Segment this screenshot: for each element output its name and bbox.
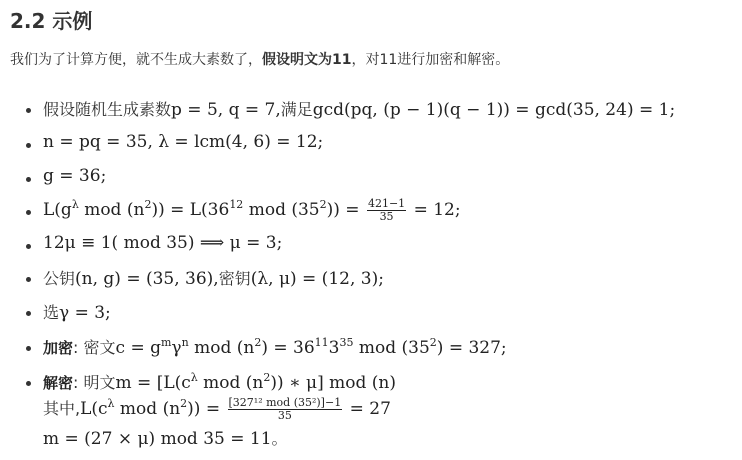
math-segment: ) = 327; <box>436 338 507 358</box>
superscript: m <box>160 336 172 349</box>
superscript: 11 <box>314 336 329 349</box>
decrypt-line-3 <box>43 426 288 449</box>
list-item-content <box>43 233 282 253</box>
math-segment: 3 <box>328 338 340 358</box>
bullet-dot <box>26 277 31 282</box>
superscript: 2 <box>144 198 152 211</box>
list-item-content <box>43 166 106 186</box>
text-segment: 。 <box>271 429 288 448</box>
bullet-dot <box>26 381 31 386</box>
bullet-dot <box>26 346 31 351</box>
math-segment: γ = 3; <box>59 303 111 323</box>
text-segment: : <box>73 373 84 392</box>
superscript: 2 <box>319 198 327 211</box>
bullet-dot <box>26 108 31 113</box>
math-segment: )) ∗ μ] mod (n) <box>270 373 396 393</box>
text-segment: 其中, <box>43 399 81 418</box>
superscript: λ <box>71 198 79 211</box>
superscript: λ <box>107 397 115 410</box>
math-segment: m = [L(c <box>115 373 191 393</box>
fraction-numerator: [327¹² mod (35²)]−1 <box>228 396 342 409</box>
math-segment: (n, g) = (35, 36), <box>75 269 219 289</box>
math-segment: mod (35 <box>353 338 430 358</box>
math-segment: )) = L(36 <box>151 200 230 220</box>
superscript: 2 <box>254 336 262 349</box>
math-segment: )) = <box>326 200 360 220</box>
fraction <box>228 397 343 422</box>
math-segment: gcd(pq, (p − 1)(q − 1)) = gcd(35, 24) = 1; <box>312 100 676 120</box>
text-segment: : <box>73 338 84 357</box>
text-segment: 公钥 <box>43 269 76 288</box>
math-segment: )) = <box>187 399 221 419</box>
superscript: 2 <box>180 397 188 410</box>
math-segment: m = (27 × μ) mod 35 = 11 <box>43 429 272 449</box>
bullet-dot <box>26 311 31 316</box>
superscript: 2 <box>263 371 271 384</box>
text-segment: 选 <box>43 303 60 322</box>
decrypt-line-2 <box>43 396 391 422</box>
intro-bold-text: 假设明文为11 <box>262 52 352 68</box>
list-item-content <box>43 266 384 289</box>
math-segment: = 27 <box>349 399 391 419</box>
math-segment: mod (n <box>114 399 181 419</box>
math-segment: 12μ ≡ 1( mod 35) ⟹ μ = 3; <box>43 233 283 253</box>
math-segment: (λ, μ) = (12, 3); <box>250 269 384 289</box>
intro-text-after: ，对11进行加密和解密。 <box>351 52 510 68</box>
decrypt-line-1 <box>43 370 396 393</box>
math-segment: L(g <box>43 200 72 220</box>
text-segment: 假设随机生成素数 <box>43 100 172 119</box>
bullet-dot <box>26 210 31 215</box>
text-segment: 密文 <box>83 338 116 357</box>
superscript: n <box>181 336 189 349</box>
math-segment: ) = 36 <box>261 338 315 358</box>
math-segment: mod (35 <box>243 200 320 220</box>
text-segment: 密钥 <box>218 269 251 288</box>
section-heading: 2.2 示例 <box>10 9 93 33</box>
superscript: 35 <box>339 336 354 349</box>
bullet-dot <box>26 143 31 148</box>
fraction-denominator: 35 <box>379 210 394 223</box>
intro-paragraph <box>10 49 509 69</box>
math-segment: γ <box>171 338 182 358</box>
math-segment: mod (n <box>78 200 145 220</box>
math-segment: c = g <box>115 338 161 358</box>
text-segment: 明文 <box>83 373 116 392</box>
fraction-denominator: 35 <box>277 409 292 422</box>
math-segment: L(c <box>80 399 108 419</box>
math-segment: p = 5, q = 7, <box>171 100 281 120</box>
intro-text-before: 我们为了计算方便，就不生成大素数了， <box>10 52 262 68</box>
list-item-content <box>43 198 461 223</box>
encrypt-label: 加密 <box>43 339 74 357</box>
superscript: 2 <box>429 336 437 349</box>
decrypt-label: 解密 <box>43 374 74 392</box>
list-item-content <box>43 132 323 152</box>
superscript: λ <box>190 371 198 384</box>
list-item-content <box>43 97 675 120</box>
fraction <box>367 198 406 223</box>
math-segment: mod (n <box>197 373 264 393</box>
math-segment: g = 36; <box>43 166 107 186</box>
math-segment: = 12; <box>413 200 461 220</box>
math-segment: n = pq = 35, λ = lcm(4, 6) = 12; <box>43 132 324 152</box>
list-item-content <box>43 300 111 323</box>
fraction-numerator: 421−1 <box>367 197 406 210</box>
superscript: 12 <box>229 198 244 211</box>
list-item-content <box>43 335 507 358</box>
bullet-dot <box>26 244 31 249</box>
bullet-dot <box>26 177 31 182</box>
math-segment: mod (n <box>188 338 255 358</box>
text-segment: 满足 <box>280 100 313 119</box>
